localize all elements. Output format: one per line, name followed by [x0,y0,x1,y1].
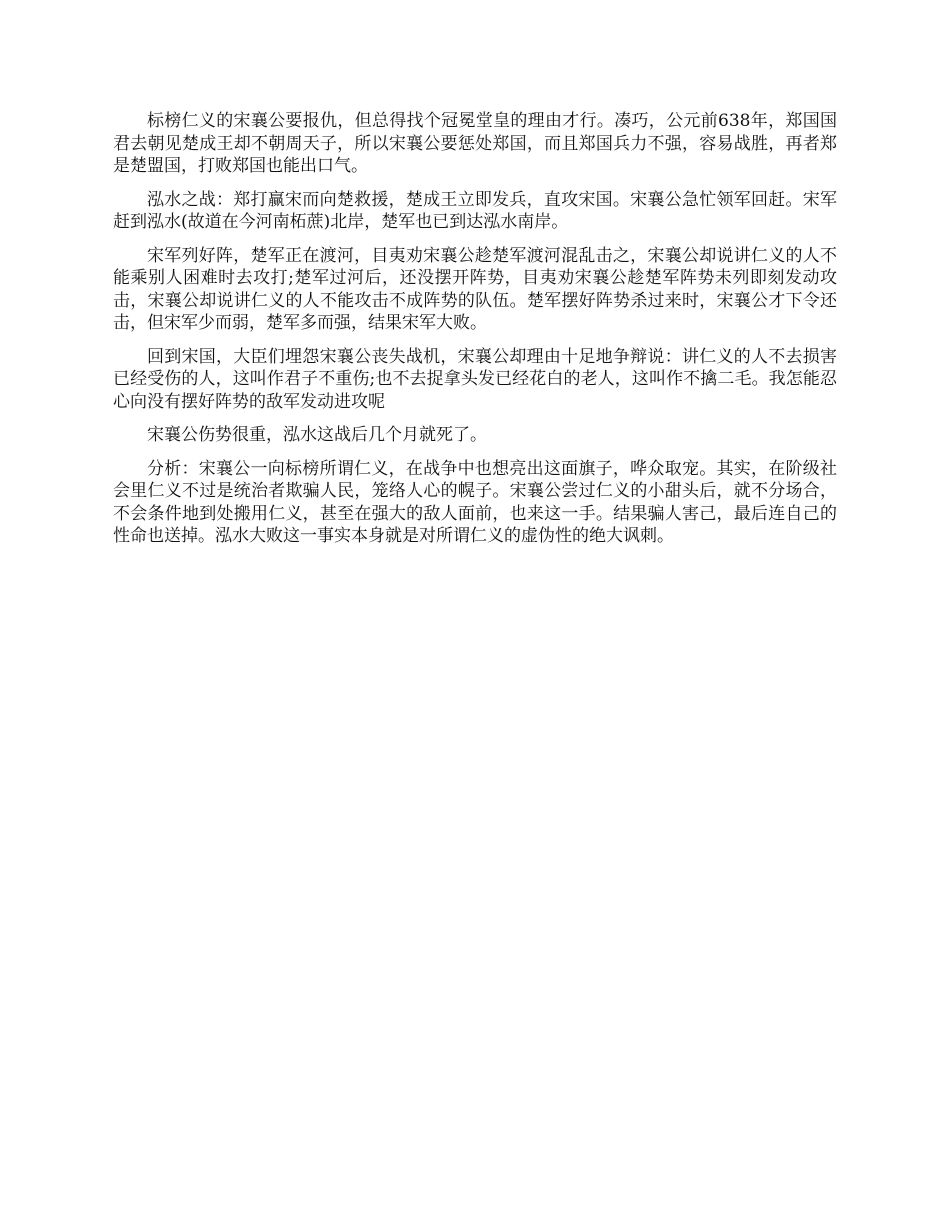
paragraph-aftermath: 回到宋国，大臣们埋怨宋襄公丧失战机，宋襄公却理由十足地争辩说：讲仁义的人不去损害已经受伤的人，这叫作君子不重伤;也不去捉拿头发已经花白的老人，这叫作不擒二毛。我怎能忍心向没有摆好阵势的敌军发动进攻呢 [113,346,837,412]
document-page [113,110,837,559]
paragraph-battle-start: 泓水之战：郑打赢宋而向楚救援，楚成王立即发兵，直攻宋国。宋襄公急忙领军回赶。宋军赶到泓水(故道在今河南柘蔗)北岸，楚军也已到达泓水南岸。 [113,189,837,232]
paragraph-death: 宋襄公伤势很重，泓水这战后几个月就死了。 [147,425,487,445]
paragraph-intro: 标榜仁义的宋襄公要报仇，但总得找个冠冕堂皇的理由才行。凑巧，公元前638年，郑国国君去朝见楚成王却不朝周天子，所以宋襄公要惩处郑国，而且郑国兵力不强，容易战胜，再者郑是楚盟国，打败郑国也能出口气。 [113,111,837,176]
paragraph-analysis: 分析：宋襄公一向标榜所谓仁义，在战争中也想亮出这面旗子，哗众取宠。其实，在阶级社会里仁义不过是统治者欺骗人民，笼络人心的幌子。宋襄公尝过仁义的小甜头后，就不分场合，不会条件地到处搬用仁义，甚至在强大的敌人面前，也来这一手。结果骗人害己，最后连自己的性命也送掉。泓水大败这一事实本身就是对所谓仁义的虚伪性的绝大讽刺。 [113,458,837,546]
paragraph-battle: 宋军列好阵，楚军正在渡河，目夷劝宋襄公趁楚军渡河混乱击之，宋襄公却说讲仁义的人不能乘别人困难时去攻打;楚军过河后，还没摆开阵势，目夷劝宋襄公趁楚军阵势未列即刻发动攻击，宋襄公却说讲仁义的人不能攻击不成阵势的队伍。楚军摆好阵势杀过来时，宋襄公才下令还击，但宋军少而弱，楚军多而强，结果宋军大败。 [113,245,837,333]
